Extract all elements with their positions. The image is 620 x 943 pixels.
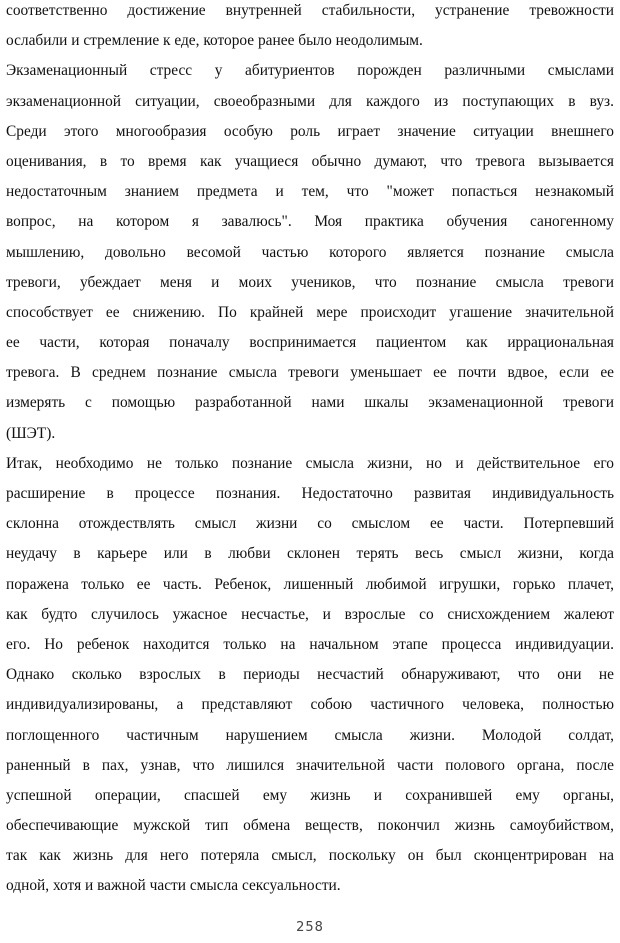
page-number: 258	[296, 920, 324, 935]
text-line: оценивания, в то время как учащиеся обычно думают, что тревога вызывается	[6, 152, 614, 170]
text-line: (ШЭТ).	[6, 424, 56, 442]
text-line: так как жизнь для него потеряла смысл, поскольку он был сконцентрирован на	[6, 847, 614, 865]
text-line: как будто случилось ужасное несчастье, и взрослые со снисхождением жалеют	[6, 605, 614, 623]
text-line: тревоги, убеждает меня и моих учеников, что познание смысла тревоги	[6, 273, 614, 291]
text-line: ослабили и стремление к еде, которое ранее было неодолимым.	[6, 32, 423, 50]
text-line: склонна отождествлять смысл жизни со смыслом ее части. Потерпевший	[6, 515, 614, 533]
text-line: одной, хотя и важной части смысла сексуальности.	[6, 877, 341, 895]
text-line: расширение в процессе познания. Недостаточно развитая индивидуальность	[6, 485, 614, 502]
text-line: соответственно достижение внутренней стабильности, устранение тревожности	[6, 2, 614, 19]
text-line: экзаменационной ситуации, своеобразными для каждого из поступающих в вуз.	[6, 92, 614, 110]
text-line: раненный в пах, узнав, что лишился значительной части полового органа, после	[6, 756, 614, 774]
text-line: ее части, которая поначалу воспринимается пациентом как иррациональная	[6, 334, 614, 352]
text-line: способствует ее снижению. По крайней мере происходит угашение значительной	[6, 303, 614, 321]
text-line: неудачу в карьере или в любви склонен терять весь смысл жизни, когда	[6, 545, 614, 563]
text-line: мышлению, довольно весомой частью которого является познание смысла	[6, 243, 614, 261]
text-line: Однако сколько взрослых в периоды несчастий обнаруживают, что они не	[6, 666, 614, 684]
text-line: его. Но ребенок находится только на начальном этапе процесса индивидуации.	[6, 635, 614, 653]
text-line: измерять с помощью разработанной нами шкалы экзаменационной тревоги	[6, 394, 614, 412]
text-line: успешной операции, спасшей ему жизнь и сохранившей ему органы,	[6, 786, 614, 804]
text-line: поражена только ее часть. Ребенок, лишенный любимой игрушки, горько плачет,	[6, 575, 614, 593]
text-line: Итак, необходимо не только познание смысла жизни, но и действительное его	[6, 454, 614, 472]
text-line: недостаточным знанием предмета и тем, что "может попасться незнакомый	[6, 183, 614, 201]
text-line: Экзаменационный стресс у абитуриентов порожден различными смыслами	[6, 62, 614, 80]
text-line: обеспечивающие мужской тип обмена веществ, покончил жизнь самоубийством,	[6, 817, 614, 835]
text-line: Среди этого многообразия особую роль играет значение ситуации внешнего	[6, 122, 614, 140]
body-text	[6, 0, 614, 902]
text-line: тревога. В среднем познание смысла тревоги уменьшает ее почти вдвое, если ее	[6, 364, 614, 382]
text-line: вопрос, на котором я завалюсь". Моя практика обучения саногенному	[6, 213, 614, 231]
text-line: поглощенного частичным нарушением смысла жизни. Молодой солдат,	[6, 726, 614, 744]
text-line: индивидуализированы, а представляют собою частичного человека, полностью	[6, 696, 614, 714]
